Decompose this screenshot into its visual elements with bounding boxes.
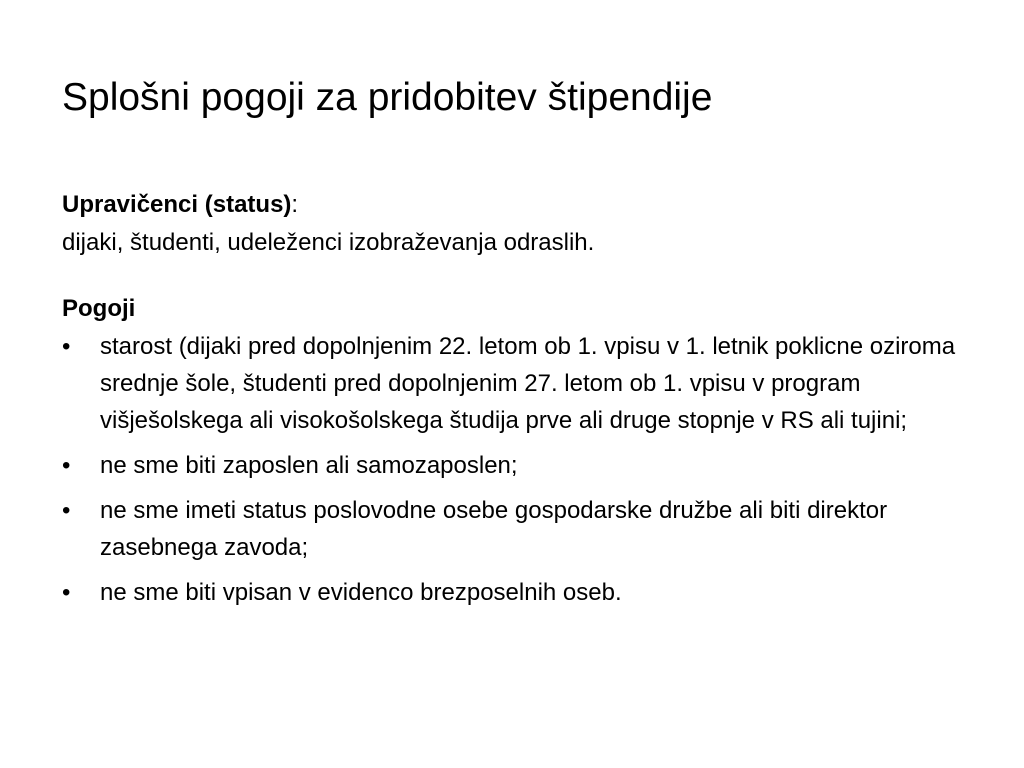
list-item xyxy=(62,574,992,611)
bullet-icon: • xyxy=(62,452,71,479)
eligibility-text: dijaki, študenti, udeleženci izobraževanja odraslih. xyxy=(62,229,595,256)
list-item-text: ne sme biti vpisan v evidenco brezposelnih oseb. xyxy=(100,579,622,606)
list-item-text: ne sme biti zaposlen ali samozaposlen; xyxy=(100,452,518,479)
slide-body xyxy=(62,186,992,619)
list-item xyxy=(62,492,992,566)
list-item xyxy=(62,447,992,484)
section-gap xyxy=(62,262,992,290)
eligibility-heading: Upravičenci (status) xyxy=(62,191,292,218)
conditions-list xyxy=(62,328,992,611)
eligibility-heading-line xyxy=(62,186,992,224)
bullet-icon: • xyxy=(62,497,71,524)
conditions-heading: Pogoji xyxy=(62,295,136,322)
eligibility-heading-colon: : xyxy=(291,191,299,218)
list-item-text: ne sme imeti status poslovodne osebe gospodarske družbe ali biti direktor zasebnega zavoda; xyxy=(100,497,888,561)
list-item-text: starost (dijaki pred dopolnjenim 22. letom ob 1. vpisu v 1. letnik poklicne oziroma srednje šole, študenti pred dopolnjenim 27. letom ob 1. vpisu v program višješolskega ali visokošolskega študija prve ali druge stopnje v RS ali tujini; xyxy=(100,333,956,434)
list-item xyxy=(62,328,992,439)
bullet-icon: • xyxy=(62,333,71,360)
slide-title: Splošni pogoji za pridobitev štipendije xyxy=(62,76,713,119)
bullet-icon: • xyxy=(62,579,71,606)
